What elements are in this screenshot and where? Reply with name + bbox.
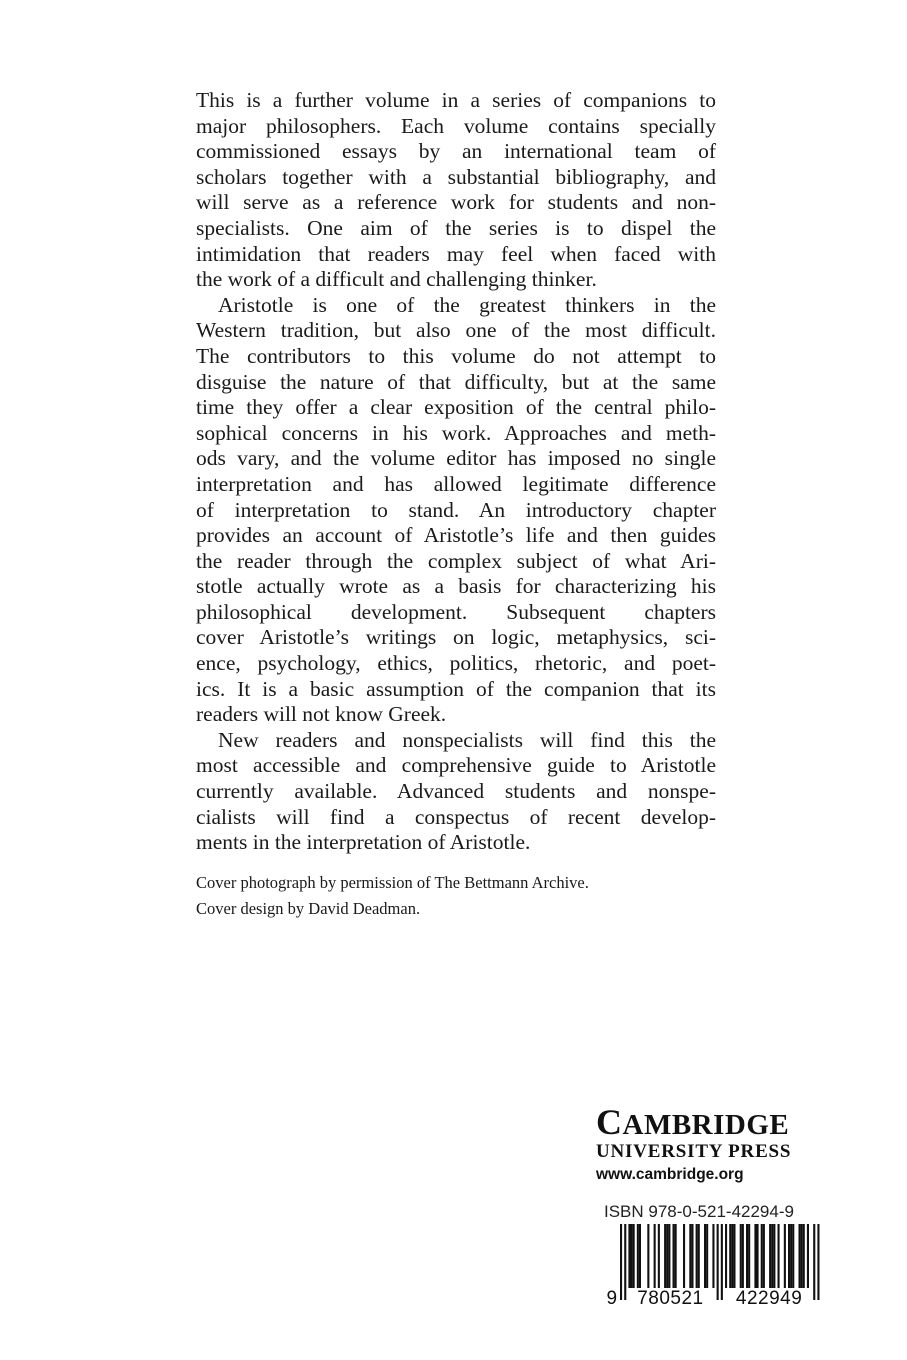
barcode-bar (628, 1224, 630, 1288)
blurb-line: ods vary, and the volume editor has imposed no single (196, 446, 716, 471)
barcode-bar (792, 1224, 794, 1288)
blurb-line: Western tradition, but also one of the most difficult. (196, 318, 716, 343)
barcode-bar (807, 1224, 809, 1288)
barcode-bar (799, 1224, 801, 1288)
barcode-bar (754, 1224, 756, 1288)
publisher-url: www.cambridge.org (596, 1166, 744, 1183)
barcode-bar (813, 1224, 815, 1300)
barcode-bar (620, 1224, 622, 1300)
barcode (604, 1224, 824, 1306)
barcode-bar (637, 1224, 639, 1288)
barcode-digits: 9 (606, 1288, 618, 1306)
barcode-bar (725, 1224, 727, 1288)
blurb-line: currently available. Advanced students and nonspe- (196, 779, 716, 804)
barcode-bar (742, 1224, 744, 1288)
blurb-paragraph (196, 293, 716, 728)
barcode-bar (654, 1224, 656, 1288)
barcode-bar (666, 1224, 668, 1288)
blurb-line: commissioned essays by an international team of (196, 139, 716, 164)
barcode-bar (696, 1224, 698, 1288)
blurb-line: interpretation and has allowed legitimate difference (196, 471, 716, 496)
blurb-line: The contributors to this volume do not attempt to (196, 343, 716, 368)
blurb-line: most accessible and comprehensive guide to Aristotle (196, 753, 716, 778)
blurb-line: This is a further volume in a series of companions to (196, 88, 716, 112)
blurb-line: philosophical development. Subsequent chapters (196, 599, 716, 624)
barcode-bar (817, 1224, 819, 1300)
blurb-line: major philosophers. Each volume contains specially (196, 113, 716, 138)
blurb-line: disguise the nature of that difficulty, but at the same (196, 369, 716, 394)
blurb-paragraph (196, 88, 716, 293)
publisher-subtitle: UNIVERSITY PRESS (596, 1141, 792, 1162)
barcode-bar (624, 1224, 626, 1300)
barcode-bar (763, 1224, 765, 1288)
barcode-bar (803, 1224, 805, 1288)
barcode-digits: 780521 (637, 1288, 704, 1306)
publisher-name: CAMBRIDGE (596, 1102, 790, 1142)
barcode-bar (633, 1224, 635, 1288)
barcode-bar (748, 1224, 750, 1288)
barcode-bar (788, 1224, 790, 1288)
blurb-line: of interpretation to stand. An introductory chapter (196, 497, 716, 522)
blurb-line: cover Aristotle’s writings on logic, metaphysics, sci- (196, 625, 716, 650)
barcode-bar (733, 1224, 735, 1288)
blurb-line: will serve as a reference work for students and non- (196, 190, 716, 215)
barcode-bar (639, 1224, 641, 1288)
barcode-bar (631, 1224, 633, 1288)
isbn-label: ISBN 978-0-521-42294-9 (604, 1202, 794, 1221)
publisher-logo (596, 1102, 826, 1187)
barcode-bar (731, 1224, 733, 1288)
barcode-bar (771, 1224, 773, 1288)
barcode-bar (717, 1224, 719, 1300)
barcode-digits: 422949 (735, 1288, 803, 1306)
blurb-line: ics. It is a basic assumption of the companion that its (196, 676, 716, 701)
barcode-bar (773, 1224, 775, 1288)
blurb-line: cialists will find a conspectus of recent develop- (196, 804, 716, 829)
blurb-line: specialists. One aim of the series is to dispel the (196, 215, 716, 240)
blurb-line: the reader through the complex subject of what Ari- (196, 548, 716, 573)
blurb-line: New readers and nonspecialists will find this the (218, 727, 716, 752)
blurb-line: sophical concerns in his work. Approaches and meth- (196, 420, 716, 445)
barcode-bar (778, 1224, 780, 1288)
blurb-line: intimidation that readers may feel when faced with (196, 241, 716, 266)
barcode-bar (683, 1224, 685, 1288)
blurb-line: scholars together with a substantial bibliography, and (196, 164, 716, 189)
barcode-bar (801, 1224, 803, 1288)
barcode-bar (689, 1224, 691, 1288)
barcode-bar (664, 1224, 666, 1288)
cover-credits (196, 870, 589, 922)
barcode-bar (740, 1224, 742, 1288)
barcode-bar (761, 1224, 763, 1288)
barcode-bar (712, 1224, 714, 1288)
barcode-bar (691, 1224, 693, 1288)
blurb-paragraph (196, 728, 716, 856)
barcode-bar (698, 1224, 700, 1288)
barcode-bar (721, 1224, 723, 1300)
blurb-line: Aristotle is one of the greatest thinkers in the (218, 292, 716, 317)
blurb-line: provides an account of Aristotle’s life and then guides (196, 523, 716, 548)
barcode-bar (706, 1224, 708, 1288)
barcode-bar (729, 1224, 731, 1288)
barcode-bar (658, 1224, 660, 1288)
blurb-line: stotle actually wrote as a basis for characterizing his (196, 574, 716, 599)
barcode-bar (673, 1224, 675, 1288)
barcode-bar (757, 1224, 759, 1288)
blurb-line: the work of a difficult and challenging thinker. (196, 267, 597, 292)
blurb-line: ence, psychology, ethics, politics, rhetoric, and poet- (196, 651, 716, 676)
barcode-bar (790, 1224, 792, 1288)
barcode-bar (784, 1224, 786, 1288)
blurb-line: time they offer a clear exposition of the central philo- (196, 395, 716, 420)
design-credit: Cover design by David Deadman. (196, 899, 421, 918)
barcode-bar (668, 1224, 670, 1288)
photo-credit: Cover photograph by permission of The Bettmann Archive. (196, 873, 589, 892)
barcode-bar (746, 1224, 748, 1288)
barcode-bar (769, 1224, 771, 1288)
blurb-line: ments in the interpretation of Aristotle. (196, 830, 531, 855)
back-cover-blurb (196, 88, 716, 856)
barcode-bar (675, 1224, 677, 1288)
blurb-line: readers will not know Greek. (196, 702, 447, 727)
barcode-bar (647, 1224, 649, 1288)
barcode-bar (704, 1224, 706, 1288)
